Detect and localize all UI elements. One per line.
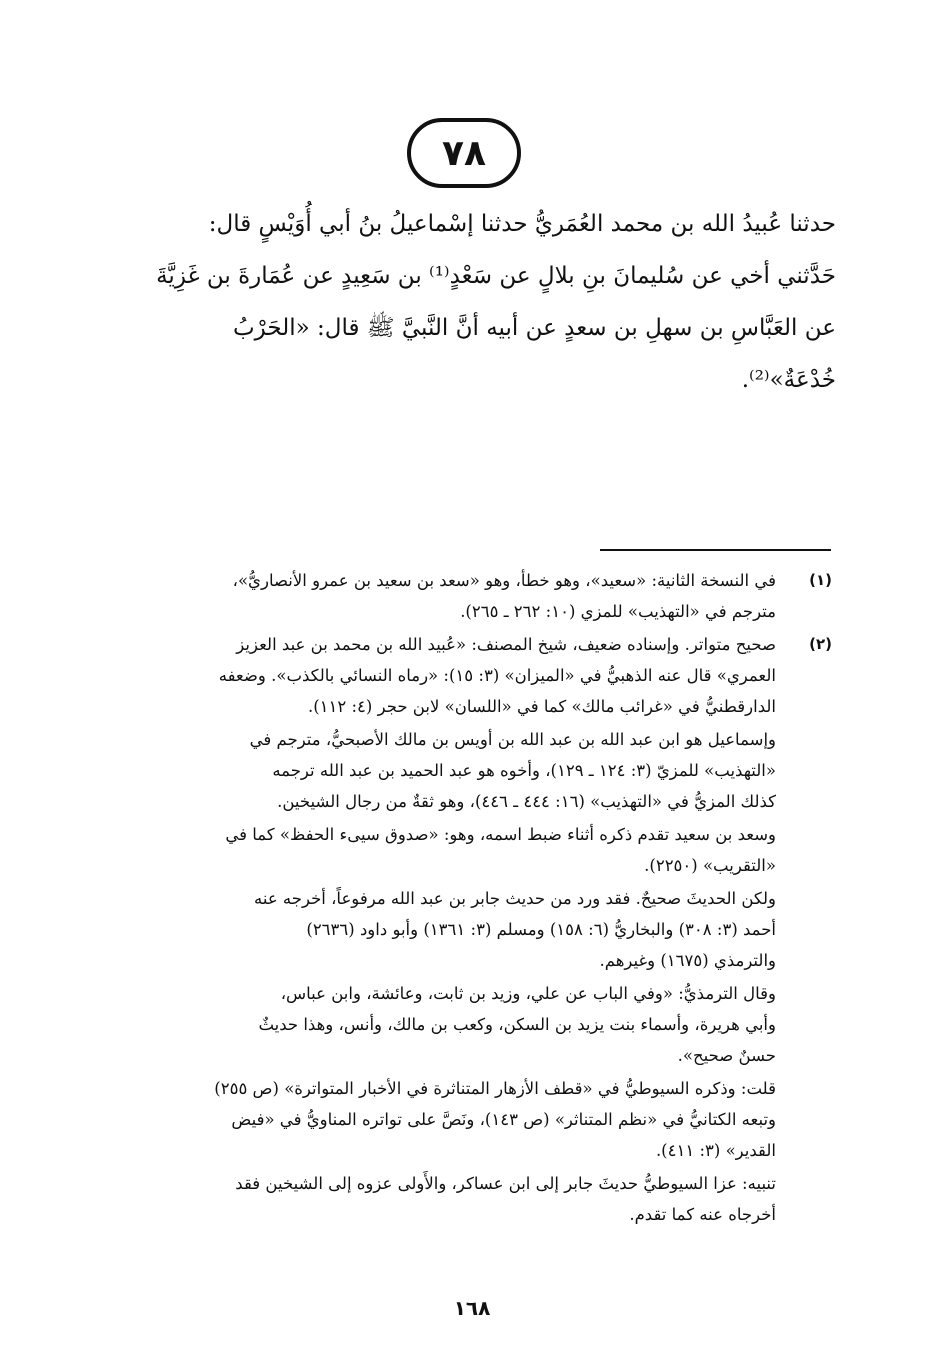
footnotes [90, 565, 832, 1232]
footnote-line: أخرجاه عنه كما تقدم. [629, 1205, 776, 1224]
footnote-line: وقال الترمذيُّ: «وفي الباب عن علي، وزيد بن ثابت، وعائشة، وابن عباس، [280, 984, 776, 1003]
footnote-line: حسنٌ صحيح». [677, 1046, 776, 1065]
footnote-paragraph [90, 883, 776, 976]
hadith-text [106, 198, 836, 406]
footnote-line: وتبعه الكتانيُّ في «نظم المتناثر» (ص ١٤٣)، ونَصَّ على تواتره المناويُّ في «فيض [231, 1110, 776, 1129]
page-number: ١٦٨ [453, 1296, 491, 1320]
footnote-1 [90, 565, 832, 629]
hadith-line: خُدْعَةٌ»⁽²⁾. [741, 367, 836, 393]
footnote-line: وسعد بن سعيد تقدم ذكره أثناء ضبط اسمه، وهو: «صدوق سيىء الحفظ» كما في [225, 825, 776, 844]
footnote-line: القدير» (٣: ٤١١). [655, 1141, 776, 1160]
footnote-line: «التهذيب» للمزيّ (٣: ١٢٤ ـ ١٢٩)، وأخوه هو عبد الحميد بن عبد الله ترجمه [272, 761, 776, 780]
footnote-line: وأبي هريرة، وأسماء بنت يزيد بن السكن، وكعب بن مالك، وأنس، وهذا حديثٌ [258, 1015, 776, 1034]
footnote-body [90, 629, 776, 1232]
footnote-line: قلت: وذكره السيوطيُّ في «قطف الأزهار المتناثرة في الأخبار المتواترة» (ص ٢٥٥) [214, 1079, 776, 1098]
footnote-paragraph [90, 629, 776, 722]
footnote-divider [600, 549, 831, 551]
footnote-paragraph [90, 1168, 776, 1230]
footnote-paragraph [90, 978, 776, 1071]
footnote-number: (٢) [809, 635, 832, 653]
footnote-2 [90, 629, 832, 1232]
footnote-line: أحمد (٣: ٣٠٨) والبخاريُّ (٦: ١٥٨) ومسلم (٣: ١٣٦١) وأبو داود (٢٦٣٦) [306, 920, 776, 939]
footnote-line: ولكن الحديثَ صحيحٌ. فقد ورد من حديث جابر بن عبد الله مرفوعاً، أخرجه عنه [254, 889, 776, 908]
hadith-line: حَدَّثني أخي عن سُليمانَ بنِ بلالٍ عن سَعْدٍ⁽¹⁾ بن سَعِيدٍ عن عُمَارةَ بن غَزِيَّةَ [156, 263, 836, 289]
hadith-line: عن العَبَّاسِ بن سهلِ بن سعدٍ عن أبيه أنَّ النَّبيَّ ﷺ قال: «الحَرْبُ [233, 315, 836, 341]
footnote-line: في النسخة الثانية: «سعيد»، وهو خطأ، وهو «سعد بن سعيد بن عمرو الأنصاريُّ»، [232, 571, 776, 590]
footnote-paragraph [90, 724, 776, 817]
footnote-line: الدارقطنيُّ في «غرائب مالك» كما في «اللسان» لابن حجر (٤: ١١٢). [307, 697, 776, 716]
hadith-number: ٧٨ [442, 132, 486, 174]
footnote-body [90, 565, 776, 629]
hadith-number-badge [407, 118, 521, 188]
footnote-paragraph [90, 1073, 776, 1166]
footnote-line: العمري» قال عنه الذهبيُّ في «الميزان» (٣: ١٥): «رماه النسائي بالكذب». وضعفه [218, 666, 776, 685]
hadith-line: حدثنا عُبيدُ الله بن محمد العُمَريُّ حدثنا إسْماعيلُ بنُ أبي أُوَيْسٍ قال: [208, 211, 836, 237]
footnote-line: «التقريب» (٢٢٥٠). [644, 856, 776, 875]
footnote-line: والترمذي (١٦٧٥) وغيرهم. [599, 951, 776, 970]
footnote-line: صحيح متواتر. وإسناده ضعيف، شيخ المصنف: «عُبيد الله بن محمد بن عبد العزيز [236, 635, 776, 654]
footnote-line: كذلك المزيُّ في «التهذيب» (١٦: ٤٤٤ ـ ٤٤٦)، وهو ثقةٌ من رجال الشيخين. [277, 792, 776, 811]
footnote-line: تنبيه: عزا السيوطيُّ حديثَ جابر إلى ابن عساكر، والأَولى عزوه إلى الشيخين فقد [235, 1174, 776, 1193]
footnote-number: (١) [809, 571, 832, 589]
footnote-paragraph [90, 819, 776, 881]
footnote-line: مترجم في «التهذيب» للمزي (١٠: ٢٦٢ ـ ٢٦٥). [460, 602, 776, 621]
footnote-paragraph [90, 565, 776, 627]
footnote-line: وإسماعيل هو ابن عبد الله بن عبد الله بن أويس بن مالك الأصبحيُّ، مترجم في [249, 730, 776, 749]
